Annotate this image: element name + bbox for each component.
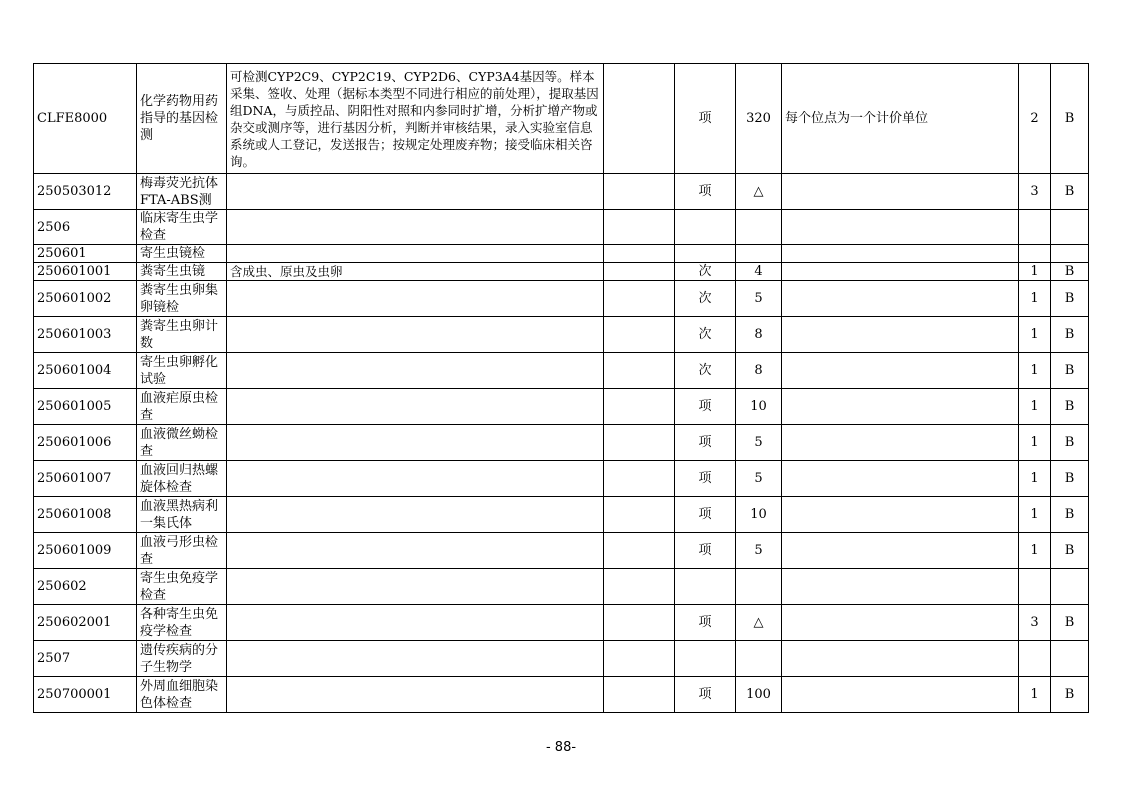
grade-cell: B: [1051, 461, 1089, 497]
item-content-cell: [227, 210, 604, 245]
price-cell: [736, 245, 782, 263]
price-cell: △: [736, 174, 782, 210]
category-cell: 2: [1019, 64, 1051, 174]
note-cell: [782, 569, 1019, 605]
price-cell: 5: [736, 425, 782, 461]
item-content-cell: [227, 605, 604, 641]
price-cell: [736, 210, 782, 245]
note-cell: [782, 353, 1019, 389]
grade-cell: B: [1051, 263, 1089, 281]
unit-cell: 次: [675, 263, 736, 281]
item-code-cell: 250503012: [34, 174, 137, 210]
excluded-content-cell: [604, 461, 675, 497]
item-name-cell: 粪寄生虫卵计数: [137, 317, 227, 353]
category-cell: 3: [1019, 174, 1051, 210]
category-cell: [1019, 569, 1051, 605]
price-cell: 5: [736, 281, 782, 317]
unit-cell: 项: [675, 425, 736, 461]
table-row: [34, 281, 1089, 317]
grade-cell: [1051, 245, 1089, 263]
note-cell: [782, 461, 1019, 497]
excluded-content-cell: [604, 497, 675, 533]
note-cell: [782, 497, 1019, 533]
excluded-content-cell: [604, 569, 675, 605]
note-cell: 每个位点为一个计价单位: [782, 64, 1019, 174]
item-content-cell: [227, 533, 604, 569]
item-content-cell: [227, 281, 604, 317]
item-content-cell: [227, 425, 604, 461]
grade-cell: B: [1051, 425, 1089, 461]
grade-cell: B: [1051, 281, 1089, 317]
unit-cell: 项: [675, 389, 736, 425]
grade-cell: [1051, 569, 1089, 605]
table-row: [34, 245, 1089, 263]
item-code-cell: 250601006: [34, 425, 137, 461]
excluded-content-cell: [604, 263, 675, 281]
price-cell: 5: [736, 533, 782, 569]
item-code-cell: 250601007: [34, 461, 137, 497]
item-code-cell: 250601009: [34, 533, 137, 569]
unit-cell: 项: [675, 497, 736, 533]
note-cell: [782, 533, 1019, 569]
grade-cell: [1051, 210, 1089, 245]
table-row: [34, 497, 1089, 533]
excluded-content-cell: [604, 605, 675, 641]
item-name-cell: 外周血细胞染色体检查: [137, 677, 227, 713]
page-number: - 88-: [545, 740, 577, 755]
category-cell: [1019, 641, 1051, 677]
category-cell: 1: [1019, 263, 1051, 281]
table-row: [34, 569, 1089, 605]
category-cell: 1: [1019, 497, 1051, 533]
price-cell: 10: [736, 389, 782, 425]
item-name-cell: 遗传疾病的分子生物学: [137, 641, 227, 677]
item-code-cell: 250601003: [34, 317, 137, 353]
category-cell: 1: [1019, 389, 1051, 425]
item-name-cell: 血液弓形虫检查: [137, 533, 227, 569]
item-name-cell: 寄生虫卵孵化试验: [137, 353, 227, 389]
item-code-cell: 250602001: [34, 605, 137, 641]
note-cell: [782, 389, 1019, 425]
note-cell: [782, 641, 1019, 677]
item-content-cell: [227, 353, 604, 389]
item-code-cell: 250601008: [34, 497, 137, 533]
grade-cell: B: [1051, 497, 1089, 533]
item-name-cell: 粪寄生虫镜: [137, 263, 227, 281]
item-name-cell: 血液黑热病利一集氏体: [137, 497, 227, 533]
price-cell: 8: [736, 317, 782, 353]
grade-cell: B: [1051, 353, 1089, 389]
excluded-content-cell: [604, 317, 675, 353]
item-name-cell: 寄生虫镜检: [137, 245, 227, 263]
table-row: [34, 425, 1089, 461]
item-content-cell: [227, 461, 604, 497]
item-content-cell: [227, 497, 604, 533]
unit-cell: 项: [675, 174, 736, 210]
table-row: [34, 174, 1089, 210]
item-name-cell: 梅毒荧光抗体FTA-ABS测: [137, 174, 227, 210]
unit-cell: [675, 245, 736, 263]
note-cell: [782, 174, 1019, 210]
unit-cell: [675, 210, 736, 245]
unit-cell: 项: [675, 677, 736, 713]
grade-cell: B: [1051, 677, 1089, 713]
excluded-content-cell: [604, 353, 675, 389]
category-cell: 1: [1019, 533, 1051, 569]
item-content-cell: [227, 317, 604, 353]
item-content-cell: 含成虫、原虫及虫卵: [227, 263, 604, 281]
note-cell: [782, 317, 1019, 353]
item-name-cell: 粪寄生虫卵集卵镜检: [137, 281, 227, 317]
unit-cell: 次: [675, 353, 736, 389]
item-code-cell: 250601005: [34, 389, 137, 425]
item-name-cell: 血液回归热螺旋体检查: [137, 461, 227, 497]
item-name-cell: 临床寄生虫学检查: [137, 210, 227, 245]
item-code-cell: 250601002: [34, 281, 137, 317]
excluded-content-cell: [604, 533, 675, 569]
item-code-cell: 250601004: [34, 353, 137, 389]
note-cell: [782, 281, 1019, 317]
item-content-cell: 可检测CYP2C9、CYP2C19、CYP2D6、CYP3A4基因等。样本采集、签收、处理（据标本类型不同进行相应的前处理），提取基因组DNA，与质控品、阴阳性对照和内参同时扩增，分析扩增产物或杂交或测序等，进行基因分析，判断并审核结果，录入实验室信息系统或人工登记，发送报告；按规定处理废弃物；接受临床相关咨询。: [227, 64, 604, 174]
note-cell: [782, 263, 1019, 281]
grade-cell: [1051, 641, 1089, 677]
category-cell: 1: [1019, 461, 1051, 497]
note-cell: [782, 677, 1019, 713]
price-table: [33, 63, 1089, 713]
category-cell: 3: [1019, 605, 1051, 641]
table-row: [34, 389, 1089, 425]
price-cell: △: [736, 605, 782, 641]
price-cell: 320: [736, 64, 782, 174]
item-content-cell: [227, 569, 604, 605]
item-name-cell: 各种寄生虫免疫学检查: [137, 605, 227, 641]
price-cell: 8: [736, 353, 782, 389]
item-name-cell: 血液疟原虫检查: [137, 389, 227, 425]
table-row: [34, 533, 1089, 569]
item-name-cell: 寄生虫免疫学检查: [137, 569, 227, 605]
excluded-content-cell: [604, 641, 675, 677]
unit-cell: 项: [675, 605, 736, 641]
item-content-cell: [227, 641, 604, 677]
unit-cell: 项: [675, 533, 736, 569]
item-code-cell: 250700001: [34, 677, 137, 713]
table-row: [34, 263, 1089, 281]
excluded-content-cell: [604, 210, 675, 245]
excluded-content-cell: [604, 174, 675, 210]
table-row: [34, 317, 1089, 353]
unit-cell: [675, 641, 736, 677]
table-row: [34, 210, 1089, 245]
price-cell: 100: [736, 677, 782, 713]
price-cell: [736, 569, 782, 605]
category-cell: [1019, 210, 1051, 245]
category-cell: 1: [1019, 425, 1051, 461]
excluded-content-cell: [604, 425, 675, 461]
grade-cell: B: [1051, 533, 1089, 569]
note-cell: [782, 605, 1019, 641]
item-content-cell: [227, 174, 604, 210]
table-row: [34, 64, 1089, 174]
category-cell: 1: [1019, 353, 1051, 389]
excluded-content-cell: [604, 281, 675, 317]
item-code-cell: 250602: [34, 569, 137, 605]
item-code-cell: 2507: [34, 641, 137, 677]
category-cell: 1: [1019, 677, 1051, 713]
price-cell: [736, 641, 782, 677]
item-content-cell: [227, 677, 604, 713]
grade-cell: B: [1051, 389, 1089, 425]
category-cell: 1: [1019, 317, 1051, 353]
item-code-cell: 2506: [34, 210, 137, 245]
item-name-cell: 化学药物用药指导的基因检测: [137, 64, 227, 174]
excluded-content-cell: [604, 389, 675, 425]
item-code-cell: CLFE8000: [34, 64, 137, 174]
table-row: [34, 461, 1089, 497]
price-cell: 10: [736, 497, 782, 533]
table-row: [34, 605, 1089, 641]
item-content-cell: [227, 389, 604, 425]
note-cell: [782, 425, 1019, 461]
unit-cell: [675, 569, 736, 605]
item-code-cell: 250601001: [34, 263, 137, 281]
excluded-content-cell: [604, 245, 675, 263]
note-cell: [782, 210, 1019, 245]
price-cell: 5: [736, 461, 782, 497]
grade-cell: B: [1051, 174, 1089, 210]
unit-cell: 项: [675, 64, 736, 174]
category-cell: [1019, 245, 1051, 263]
grade-cell: B: [1051, 317, 1089, 353]
item-name-cell: 血液微丝蚴检查: [137, 425, 227, 461]
excluded-content-cell: [604, 677, 675, 713]
table-row: [34, 641, 1089, 677]
table-row: [34, 677, 1089, 713]
unit-cell: 次: [675, 317, 736, 353]
price-cell: 4: [736, 263, 782, 281]
grade-cell: B: [1051, 605, 1089, 641]
grade-cell: B: [1051, 64, 1089, 174]
category-cell: 1: [1019, 281, 1051, 317]
table-row: [34, 353, 1089, 389]
note-cell: [782, 245, 1019, 263]
item-content-cell: [227, 245, 604, 263]
unit-cell: 项: [675, 461, 736, 497]
item-code-cell: 250601: [34, 245, 137, 263]
unit-cell: 次: [675, 281, 736, 317]
excluded-content-cell: [604, 64, 675, 174]
